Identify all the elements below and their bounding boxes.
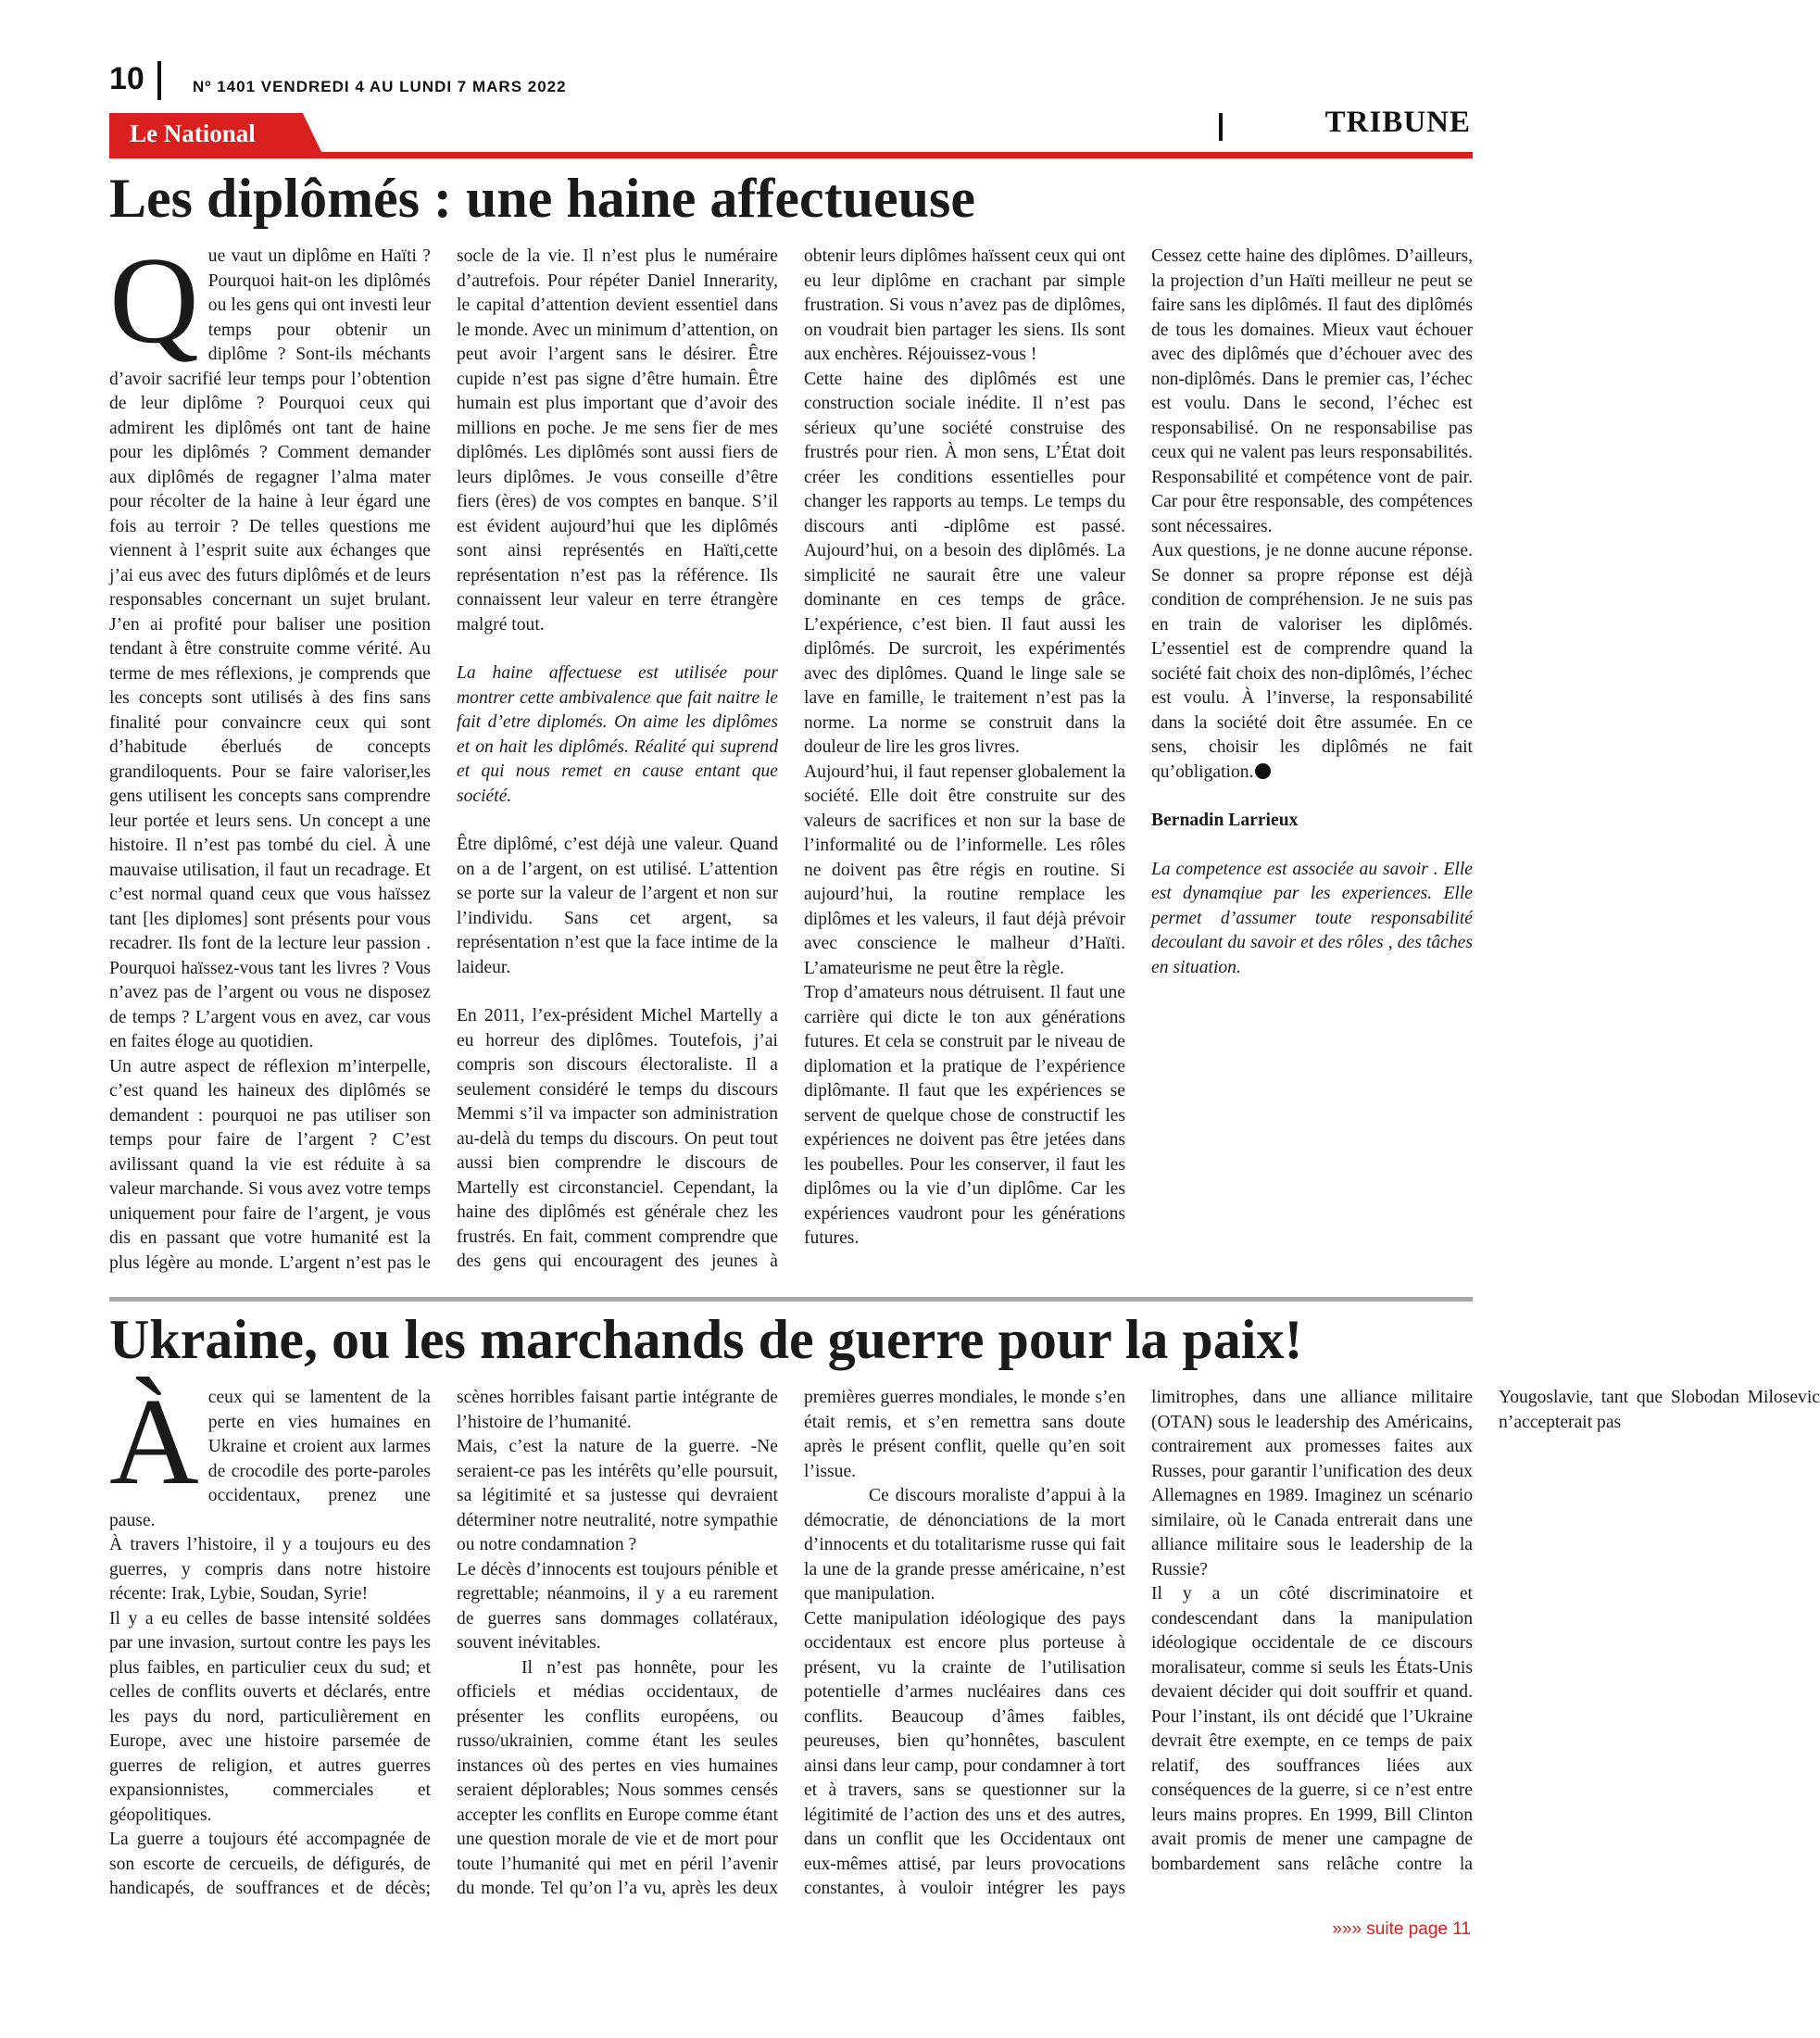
page-number: 10 <box>109 61 144 96</box>
article-paragraph: Il n’est pas honnête, pour les officiels et médias occidentaux, de présenter les conflits européens, ou russo/ukrainien, comme étant les seules instances où des pertes en vies humaines seraient déplorables; Nous sommes censés accepter les conflits en Europe comme étant une question morale de vie et de mort pour toute l’humanité qui met en péril l’avenir du monde. Tel qu’on l’a vu, après les deux premières guerres mondiales, le monde s’en était remis, et s’en remettra sans doute après le présent conflit, quelle qu’en soit l’issue. <box>457 1388 1125 1898</box>
drop-cap: À <box>109 1373 199 1510</box>
paragraph-text: ceux qui se lamentent de la perte en vies humaines en Ukraine et croient aux larmes de crocodile des porte-paroles occidentaux, prenez une pause. <box>109 1388 431 1530</box>
continuation-link[interactable]: »»» suite page 11 <box>1332 1919 1471 1939</box>
article-paragraph: Trop d’amateurs nous détruisent. Il faut une carrière qui dicte le ton aux générations futures. Et cela se construit par le niveau de diplomation et la pratique de l’expérience diplômante. Il faut que les expériences se servent de quelque chose de constructif les expériences ne doivent pas être jetées dans les poubelles. Pour les conserver, il faut les diplômes ou la vie d’un diplôme. Car les expériences vaudront pour les générations futures. <box>804 983 1125 1248</box>
article-paragraph: À travers l’histoire, il y a toujours eu des guerres, y compris dans notre histoire récente: Irak, Lybie, Soudan, Syrie! <box>109 1535 431 1604</box>
article-paragraph <box>109 1373 431 1533</box>
closing-note: La competence est associée au savoir . Elle est dynamqiue par les experiences. Elle permet d’assumer toute responsabilité decoulant du savoir et des rôles , des tâches en situation. <box>1151 859 1473 977</box>
drop-cap: Q <box>109 232 199 369</box>
paragraph-text: ue vaut un diplôme en Haïti ? Pourquoi hait-on les diplômés ou les gens qui ont investi leur temps pour obtenir un diplôme ? Sont-ils méchants d’avoir sacrifié leur temps pour l’obtention de leur diplôme ? Pourquoi ceux qui admirent les diplômés ont tant de haine pour les diplômés ? Comment demander aux diplômés de regagner l’alma mater pour récolter de la haine à leur égard une fois au terroir ? De telles questions me viennent à l’esprit suite aux échanges que j’ai eus avec des futurs diplômés et de leurs responsables concernant un sujet brulant. J’en ai profité pour baliser une position tendant à être construite comme vérité. Au terme de mes réflexions, je comprends que les concepts sont utilisés à des fins sans finalité pour convaincre ceux qui sont d’habitude éberlués de concepts grandiloquents. Pour se faire valoriser,les gens utilisent les concepts sans comprendre leur portée et leurs sens. Un concept a une histoire. Il n’est pas tombé du ciel. À une mauvaise utilisation, il faut un recadrage. Et c’est normal quand ceux que vous haïssez tant [les diplomes] sont présents pour vous recadrer. Ils font de la lecture leur passion . Pourquoi haïssez-vous tant les livres ? Vous n’avez pas de l’argent ou vous ne disposez de temps ? L’argent vous en avez, car vous en faites éloge au quotidien. <box>109 246 431 1051</box>
article-paragraph: Il y a un côté discriminatoire et condescendant dans la manipulation idéologique occidentale de ce discours moralisateur, comme si seuls les États-Unis devaient décider qui doit souffrir et quand. Pour l’instant, ils ont décidé que l’Ukraine devrait être exempte, en ce temps de paix relatif, des souffrances liées aux conséquences de la guerre, si ce n’est entre leurs mains propres. En 1999, Bill Clinton avait promis de mener une campagne de bombardement sans relâche contre la Yougoslavie, tant que Slobodan Milosevic n’accepterait pas <box>1151 1388 1820 1874</box>
article-paragraph: Le décès d’innocents est toujours pénible et regrettable; néanmoins, il y a eu rarement de guerres sans dommages collatéraux, souvent inévitables. <box>457 1559 778 1653</box>
article-paragraph: Il y a eu celles de basse intensité soldées par une invasion, surtout contre les pays les plus faibles, en particulier ceux du sud; et celles de conflits ouverts et déclarés, entre les pays du nord, particulièrement en Europe, avec une histoire parsemée de guerres de religion, et autres guerres expansionnistes, commerciales et géopolitiques. <box>109 1608 431 1825</box>
article-paragraph: La guerre a toujours été accompagnée de son escorte de cercueils, de défigurés, de handicapés, de souffrances et de décès; scènes horribles faisant partie intégrante de l’histoire de l’humanité. <box>109 1388 778 1898</box>
article-paragraph <box>1151 539 1473 785</box>
article-paragraph: Être diplômé, c’est déjà une valeur. Quand on a de l’argent, on est utilisé. L’attention se porte sur la valeur de l’argent et non sur l’individu. Sans cet argent, sa représentation n’est que la face intime de la laideur. <box>457 835 778 977</box>
section-name: TRIBUNE <box>1324 106 1471 139</box>
article-paragraph: Aujourd’hui, il faut repenser globalement la société. Elle doit être construite sur des valeurs de sacrifices et non sur la base de l’informalité ou de l’informelle. Les rôles ne doivent pas être régis en routine. Si aujourd’hui, la routine remplace les diplômes et les valeurs, il faut déjà prévoir avec conscience le malheur d’Haïti. L’amateurisme ne peut être la règle. <box>804 761 1125 978</box>
end-of-article-icon <box>1255 763 1271 779</box>
article-paragraph: Mais, c’est la nature de la guerre. -Ne seraient-ce pas les intérêts qu’elle poursuit, sa légitimité et sa justesse qui devraient déterminer notre neutralité, notre sympathie ou notre condamnation ? <box>457 1437 778 1554</box>
article-paragraph: Cessez cette haine des diplômes. D’ailleurs, la projection d’un Haïti meilleur ne peut se faire sans les diplômés. Il faut des diplômés de tous les domaines. Mieux vaut échouer avec des diplômés que d’échouer avec des non-diplômés. Dans le premier cas, l’échec est voulu. Dans le second, l’échec est responsabilisé. On ne responsabilise pas ceux qui ne valent pas leurs responsabilités. Responsabilité et compétence vont de pair. Car pour être responsable, des compétences sont nécessaires. <box>1151 246 1473 536</box>
folio-divider <box>157 61 161 100</box>
article-2-body <box>109 1373 1820 1916</box>
article-paragraph: Cette haine des diplômés est une construction sociale inédite. Il n’est pas sérieux qu’une société construise des frustrés pour rien. À mon sens, L’État doit créer les conditions essentielles pour changer les rapports au temps. Le temps du discours anti -diplôme est passé. Aujourd’hui, on a besoin des diplômés. La simplicité ne saurait être une valeur dominante en ces temps de grâce. L’expérience, c’est bien. Il faut aussi les diplômés. De surcroit, les expérimentés avec des diplômes. Quand le linge sale se lave en famille, le traitement n’est pas la norme. La norme se construit dans la douleur de lire les gros livres. <box>804 369 1125 757</box>
pull-quote: La haine affectuese est utilisée pour montrer cette ambivalence que fait naitre le fait d’etre diplomés. On aime les diplômes et on hait les diplômés. Réalité qui suprend et qui nous remet en cause entant que société. <box>457 663 778 806</box>
section-divider <box>1219 113 1223 141</box>
article-2-headline: Ukraine, ou les marchands de guerre pour la paix! <box>109 1309 1303 1370</box>
article-paragraph <box>109 232 431 1055</box>
article-divider <box>109 1297 1473 1302</box>
author-byline: Bernadin Larrieux <box>1151 811 1299 830</box>
article-paragraph: Un autre aspect de réflexion m’interpelle, c’est quand les haineux des diplômés se demandent : pourquoi ne pas utiliser son temps pour faire de l’argent ? C’est avilissant quand la vie est réduite à sa valeur marchande. Si vous avez votre temps uniquement pour faire de l’argent, je vous dis en passant que votre humanité est la plus légère au monde. L’argent n’est pas le socle de la vie. Il n’est plus le numéraire d’autrefois. Pour répéter Daniel Innerarity, le capital d’attention devient essentiel dans le monde. Avec un minimum d’attention, on peut avoir l’argent sans le désirer. Être cupide n’est pas signe d’être humain. Être humain est plus important que d’avoir des millions en poche. Je me sens fier de mes diplômés. Les diplômés sont aussi fiers de leurs diplômes. Je vous conseille d’être fiers (ères) de vos comptes en banque. S’il est évident aujourd’hui que les diplômés sont ainsi représentés en Haïti,cette représentation n’est pas la référence. Ils connaissent leur valeur en terre étrangère malgré tout. <box>109 246 778 1273</box>
article-paragraph: Cette manipulation idéologique des pays occidentaux est encore plus porteuse à présent, vu la crainte de l’utilisation potentielle d’armes nucléaires dans ces conflits. Beaucoup d’âmes faibles, peureuses, bien qu’honnêtes, basculent ainsi dans leur camp, pour condamner à tort et à travers, sans se questionner sur la légitimité de l’action des uns et des autres, dans un conflit que les Occidentaux ont eux-mêmes attisé, par leurs provocations constantes, à vouloir intégrer les pays limitrophes, dans une alliance militaire (OTAN) sous le leadership des Américains, contrairement aux promesses faites aux Russes, pour garantir l’unification des deux Allemagnes en 1989. Imaginez un scénario similaire, où le Canada entrerait dans une alliance militaire sous le leadership de la Russie? <box>804 1388 1473 1898</box>
article-paragraph: En 2011, l’ex-président Michel Martelly a eu horreur des diplômes. Toutefois, j’ai compris son discours électoraliste. Il a seulement considéré le temps du discours Memmi s’il va impacter son administration au-delà du temps du discours. On peut tout aussi bien comprendre le discours de Martelly est circonstanciel. Cependant, la haine des diplômés est générale chez les frustrés. En fait, comment comprendre que des gens qui encouragent des jeunes à obtenir leurs diplômes haïssent ceux qui ont eu leur diplôme en crachant par simple frustration. Si vous n’avez pas de diplômes, on voudrait bien partager les siens. Ils sont aux enchères. Réjouissez-vous ! <box>457 246 1125 1271</box>
masthead-rule <box>109 152 1473 158</box>
paragraph-text: Aux questions, je ne donne aucune réponse. Se donner sa propre réponse est déjà condition de compréhension. Je ne suis pas en train de valoriser les diplômés. L’essentiel est de comprendre quand la société fait choix des non-diplômés, l’échec est voulu. À l’inverse, la responsabilité dans la société doit être assumée. En ce sens, choisir les diplômés ne fait qu’obligation. <box>1151 541 1473 782</box>
newspaper-name: Le National <box>130 120 256 147</box>
article-1-headline: Les diplômés : une haine affectueuse <box>109 168 975 229</box>
issue-date: Nº 1401 VENDREDI 4 AU LUNDI 7 MARS 2022 <box>193 78 567 95</box>
article-paragraph: Ce discours moraliste d’appui à la démocratie, de dénonciations de la mort d’innocents et du totalitarisme russe qui fait la une de la grande presse américaine, n’est que manipulation. <box>804 1486 1125 1604</box>
article-1-body <box>109 232 1473 1291</box>
